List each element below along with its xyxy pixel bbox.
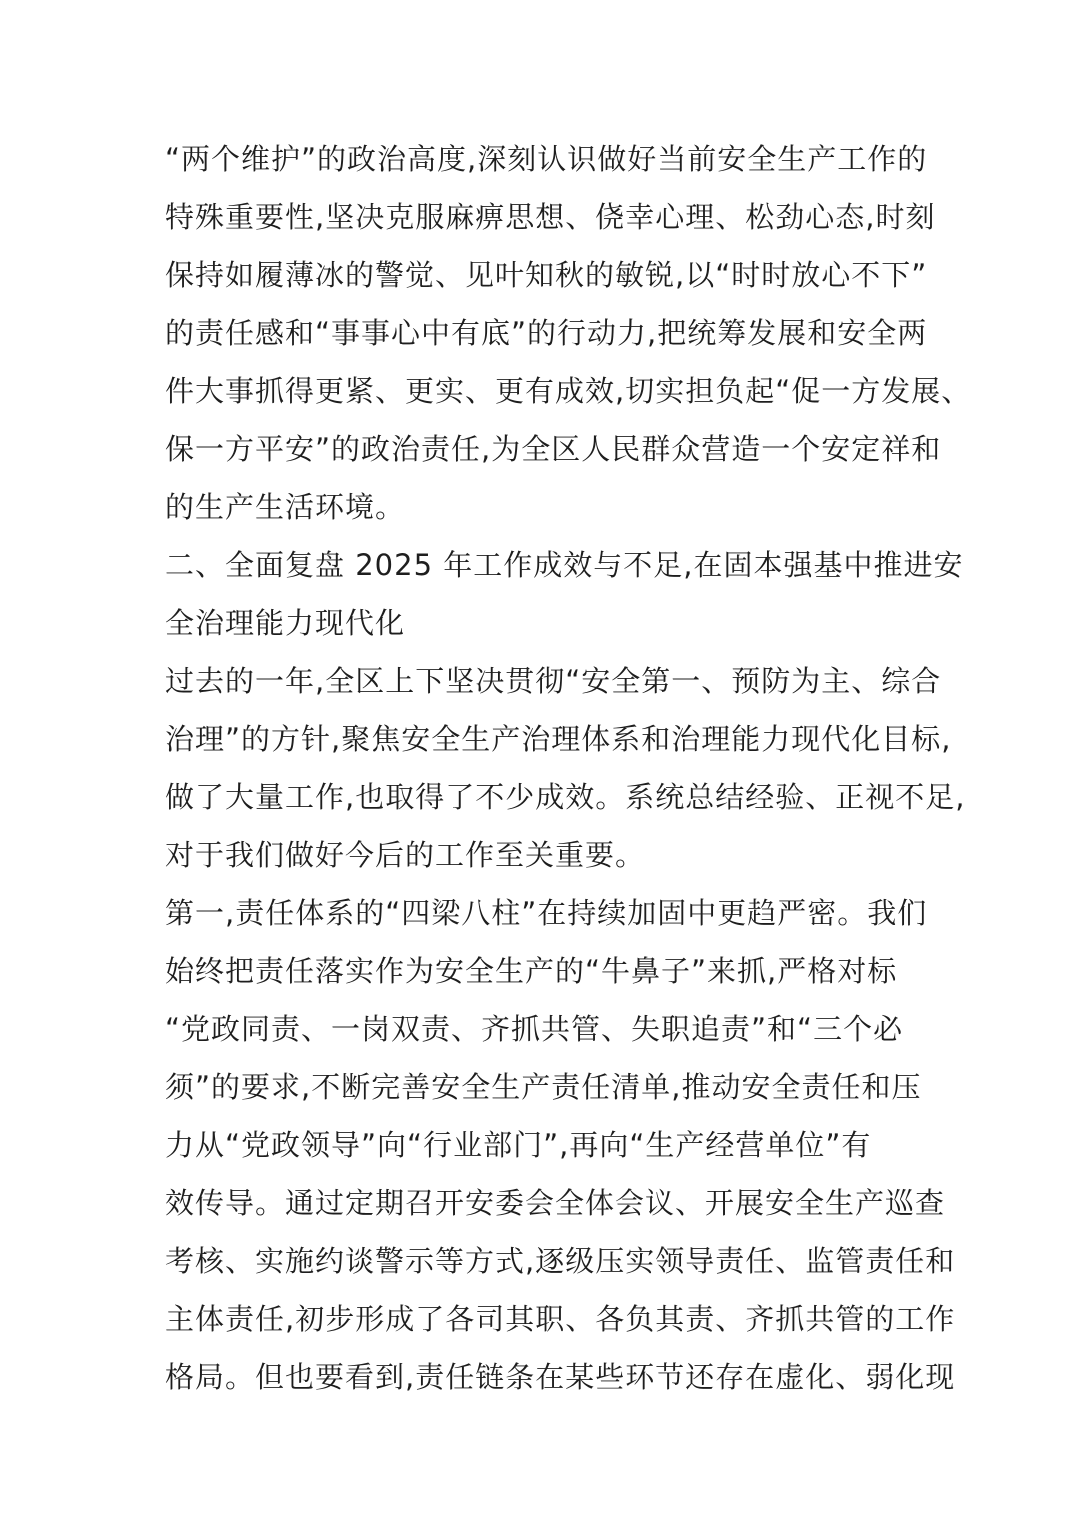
- section-heading-line: 二、全面复盘 2025 年工作成效与不足,在固本强基中推进安: [165, 548, 964, 582]
- text-line: 考核、实施约谈警示等方式,逐级压实领导责任、监管责任和: [165, 1244, 956, 1278]
- text-line: 的生产生活环境。: [165, 490, 406, 524]
- text-line: 效传导。通过定期召开安委会全体会议、开展安全生产巡查: [165, 1186, 946, 1220]
- text-line: 力从“党政领导”向“行业部门”,再向“生产经营单位”有: [165, 1128, 872, 1162]
- text-line: 对于我们做好今后的工作至关重要。: [165, 838, 646, 872]
- text-line: 治理”的方针,聚焦安全生产治理体系和治理能力现代化目标,: [165, 722, 952, 756]
- body-text: [165, 130, 972, 1406]
- section-heading-line: 全治理能力现代化: [165, 606, 406, 640]
- text-line: 格局。但也要看到,责任链条在某些环节还存在虚化、弱化现: [165, 1360, 956, 1394]
- text-line: 始终把责任落实作为安全生产的“牛鼻子”来抓,严格对标: [165, 954, 898, 988]
- text-line: “党政同责、一岗双责、齐抓共管、失职追责”和“三个必: [165, 1012, 904, 1046]
- text-line: 保持如履薄冰的警觉、见叶知秋的敏锐,以“时时放心不下”: [165, 258, 928, 292]
- text-line: 做了大量工作,也取得了不少成效。系统总结经验、正视不足,: [165, 780, 966, 814]
- text-line: “两个维护”的政治高度,深刻认识做好当前安全生产工作的: [165, 142, 928, 176]
- text-line: 第一,责任体系的“四梁八柱”在持续加固中更趋严密。我们: [165, 896, 928, 930]
- text-line: 过去的一年,全区上下坚决贯彻“安全第一、预防为主、综合: [165, 664, 942, 698]
- text-line: 主体责任,初步形成了各司其职、各负其责、齐抓共管的工作: [165, 1302, 956, 1336]
- text-line: 须”的要求,不断完善安全生产责任清单,推动安全责任和压: [165, 1070, 922, 1104]
- text-line: 件大事抓得更紧、更实、更有成效,切实担负起“促一方发展、: [165, 374, 972, 408]
- text-line: 特殊重要性,坚决克服麻痹思想、侥幸心理、松劲心态,时刻: [165, 200, 936, 234]
- text-line: 保一方平安”的政治责任,为全区人民群众营造一个安定祥和: [165, 432, 942, 466]
- text-line: 的责任感和“事事心中有底”的行动力,把统筹发展和安全两: [165, 316, 928, 350]
